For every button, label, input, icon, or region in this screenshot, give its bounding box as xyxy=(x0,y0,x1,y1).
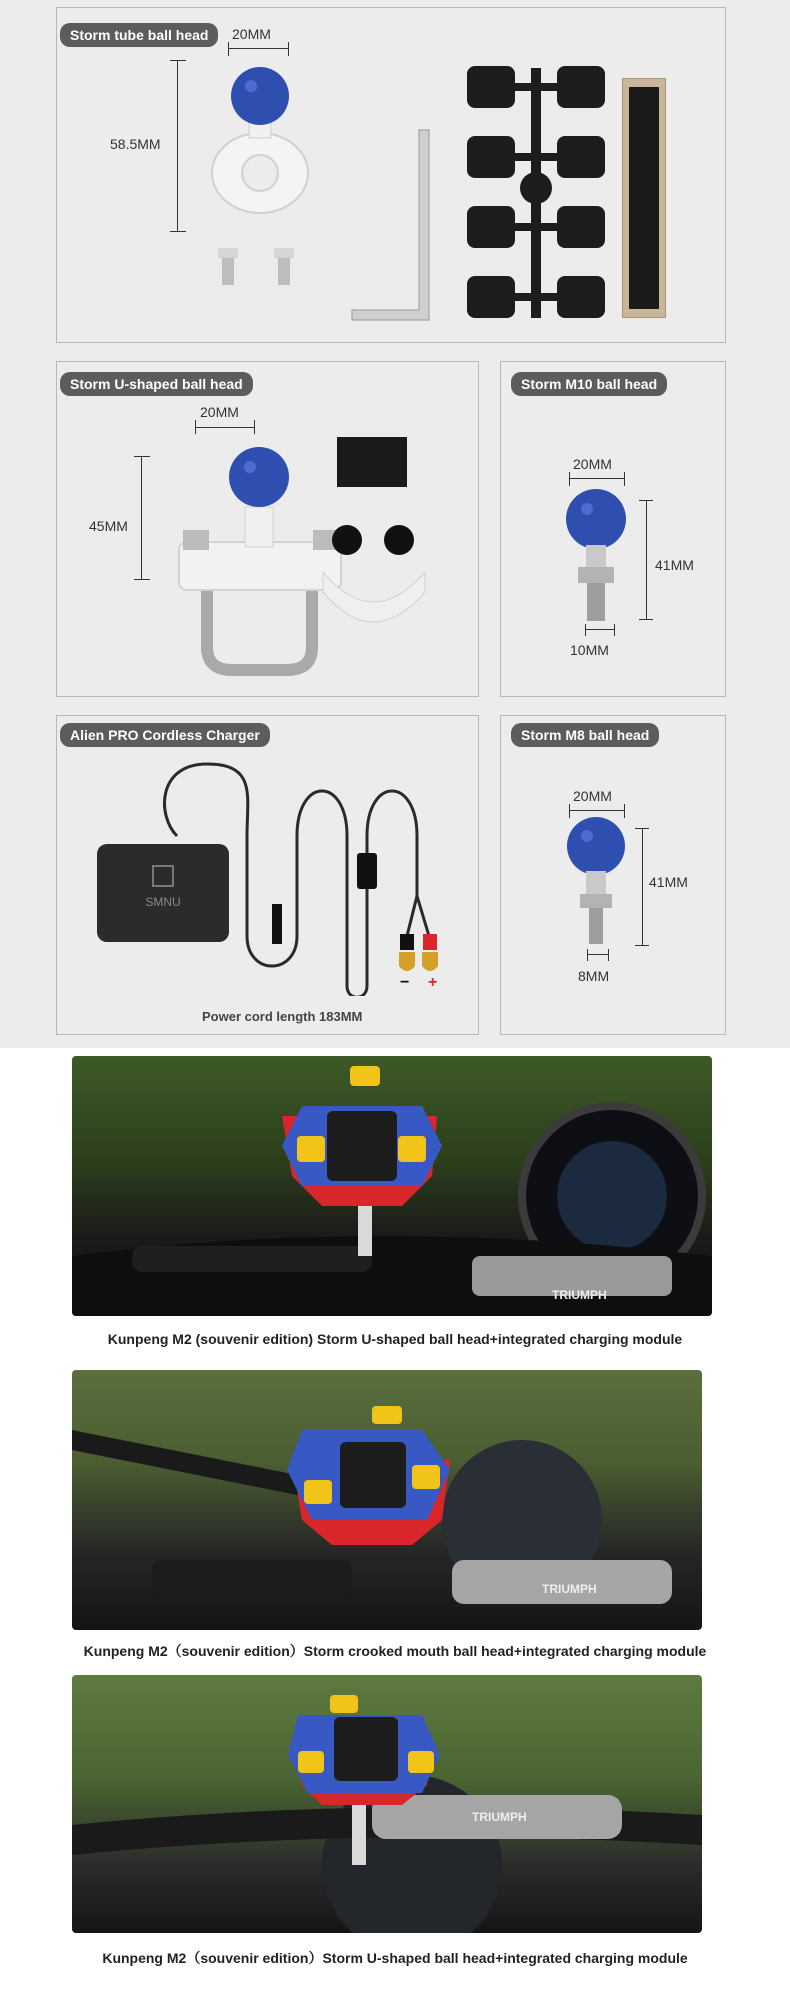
rubber-cap xyxy=(384,525,414,555)
photo-2-illustration xyxy=(72,1370,702,1630)
inline-fuse xyxy=(357,853,377,889)
m10-ball-head-illustration xyxy=(556,487,636,627)
tube-width-dimension: 20MM xyxy=(232,26,271,42)
charger-illustration xyxy=(97,756,457,996)
fork-terminal xyxy=(399,952,415,971)
m8-ball-head-illustration xyxy=(556,816,636,956)
charger-label: Alien PRO Cordless Charger xyxy=(60,723,270,747)
m10-width-dimension: 20MM xyxy=(573,456,612,472)
hex-key xyxy=(352,130,429,320)
m10-ball-head-panel xyxy=(500,361,726,697)
blue-ball-u xyxy=(229,447,289,507)
photo-2-caption: Kunpeng M2（souvenir edition）Storm crooked mouth ball head+integrated charging module xyxy=(83,1643,707,1659)
velcro-patch xyxy=(337,437,407,487)
m10-ball-head-label: Storm M10 ball head xyxy=(511,372,667,396)
tube-ball-head-illustration xyxy=(197,48,617,333)
m10-height-dimension: 41MM xyxy=(655,557,694,573)
tube-ball-head-panel xyxy=(56,7,726,343)
bike-brand-3: TRIUMPH xyxy=(472,1810,527,1824)
u-shaped-height-dimension: 45MM xyxy=(89,518,128,534)
mount-photo-3 xyxy=(72,1675,702,1933)
m8-width-dimension: 20MM xyxy=(573,788,612,804)
rubber-shims xyxy=(467,66,605,318)
power-cord-length: Power cord length 183MM xyxy=(202,1009,363,1024)
u-bolt xyxy=(207,582,312,670)
charger-module xyxy=(97,844,229,942)
u-shaped-ball-head-label: Storm U-shaped ball head xyxy=(60,372,253,396)
m8-ball-head-label: Storm M8 ball head xyxy=(511,723,659,747)
plus-sign: + xyxy=(428,974,438,991)
charger-brand-mark: SMNU xyxy=(145,895,181,909)
minus-sign: − xyxy=(400,974,410,991)
m8-height-dimension: 41MM xyxy=(649,874,688,890)
fork-terminal xyxy=(422,952,438,971)
m8-ball-head-panel xyxy=(500,715,726,1035)
u-shaped-ball-head-panel xyxy=(56,361,479,697)
rubber-cap xyxy=(332,525,362,555)
photo-1-illustration xyxy=(72,1056,712,1316)
bike-brand-1: TRIUMPH xyxy=(552,1288,607,1302)
m10-thread-dimension: 10MM xyxy=(570,642,609,658)
tube-height-dimension: 58.5MM xyxy=(110,136,161,152)
m8-thread-dimension: 8MM xyxy=(578,968,610,984)
photo-3-caption: Kunpeng M2（souvenir edition）Storm U-shaped ball head+integrated charging module xyxy=(102,1950,688,1966)
mount-photo-1 xyxy=(72,1056,712,1316)
u-shaped-ball-head-illustration xyxy=(137,432,477,682)
photo-3-illustration xyxy=(72,1675,702,1933)
adhesive-pad xyxy=(622,78,666,318)
bike-brand-2: TRIUMPH xyxy=(542,1582,597,1596)
tube-ball-head-label: Storm tube ball head xyxy=(60,23,218,47)
photo-1-caption: Kunpeng M2 (souvenir edition) Storm U-shaped ball head+integrated charging module xyxy=(107,1331,683,1347)
u-shaped-width-dimension: 20MM xyxy=(200,404,239,420)
mount-photo-2 xyxy=(72,1370,702,1630)
blue-ball-tube xyxy=(231,67,289,125)
charger-panel xyxy=(56,715,479,1035)
